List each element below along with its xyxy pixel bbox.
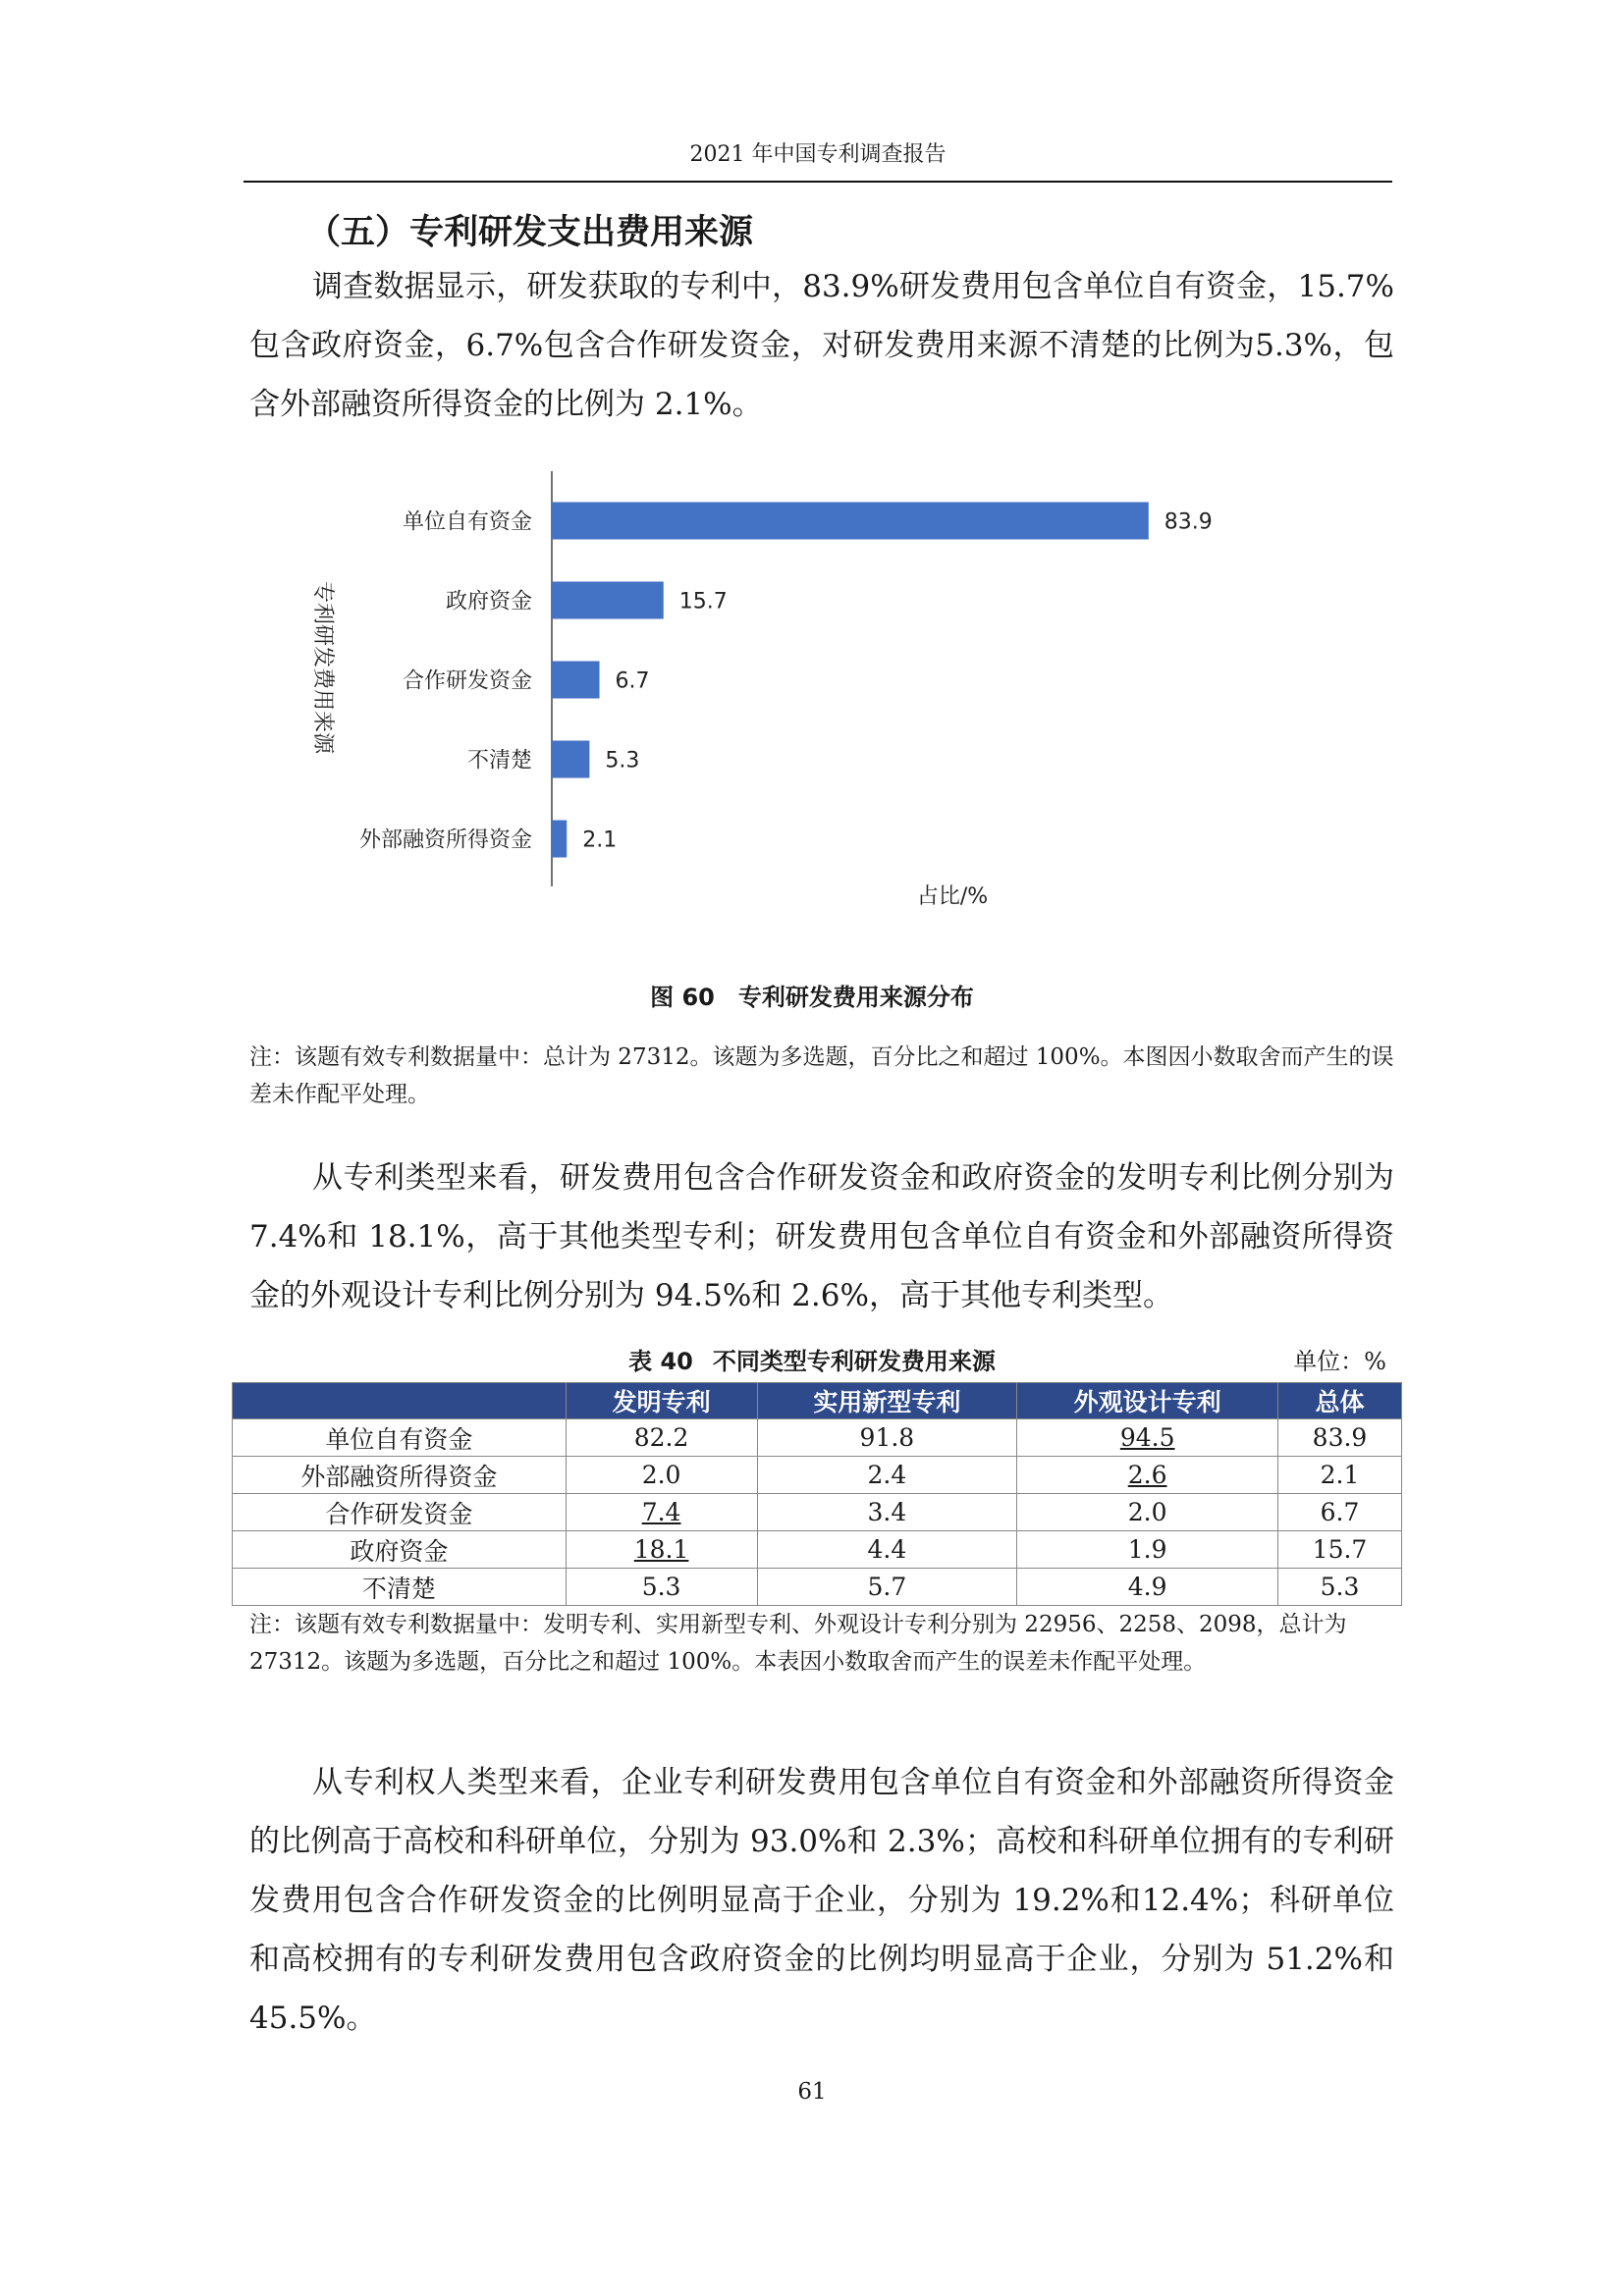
paragraph-intro: 调查数据显示，研发获取的专利中，83.9%研发费用包含单位自有资金，15.7%包含政府资金，6.7%包含合作研发资金，对研发费用来源不清楚的比例为5.3%，包含外部融资所得资金的比例为 2.1%。 — [249, 269, 1394, 422]
bar-chart-funding-sources — [275, 461, 1375, 933]
category-label: 单位自有资金 — [402, 509, 532, 535]
table-header-cell: 外观设计专利 — [1017, 1383, 1278, 1419]
data-label: 6.7 — [615, 668, 650, 694]
table-cell-value: 4.9 — [1127, 1573, 1167, 1601]
table-cell-value: 1.9 — [1127, 1535, 1167, 1564]
table-cell — [1278, 1457, 1402, 1494]
table-header-cell: 总体 — [1278, 1383, 1402, 1419]
running-header: 2021 年中国专利调查报告 — [244, 137, 1392, 183]
table-row — [233, 1419, 1402, 1457]
table-row-label: 政府资金 — [233, 1531, 567, 1569]
table-row-label: 不清楚 — [233, 1569, 567, 1606]
table-cell-value: 4.4 — [867, 1535, 907, 1564]
table-cell — [1017, 1457, 1278, 1494]
y-axis-title: 专利研发费用来源 — [310, 580, 335, 755]
table-cell — [1278, 1494, 1402, 1531]
table-cell-value: 94.5 — [1119, 1423, 1175, 1452]
figure-note: 注：该题有效专利数据量中：总计为 27312。该题为多选题，百分比之和超过 100%。本图因小数取舍而产生的误差未作配平处理。 — [249, 1044, 1394, 1107]
table-title: 不同类型专利研发费用来源 — [712, 1348, 996, 1375]
section-title: （五）专利研发支出费用来源 — [306, 213, 754, 252]
table-cell — [566, 1419, 757, 1457]
table-row-label: 外部融资所得资金 — [233, 1457, 567, 1494]
page-number: 61 — [797, 2079, 827, 2105]
category-label: 外部融资所得资金 — [358, 828, 532, 853]
table-cell-value: 82.2 — [633, 1423, 689, 1452]
table-note: 注：该题有效专利数据量中：发明专利、实用新型专利、外观设计专利分别为 22956、2258、2098，总计为 27312。该题为多选题，百分比之和超过 100%。本表因小数取舍而产生的误差未作配平处理。 — [249, 1612, 1347, 1675]
figure-caption — [0, 978, 1624, 1012]
table-cell-value: 2.6 — [1127, 1461, 1167, 1489]
table-cell-value: 7.4 — [641, 1498, 681, 1526]
bar — [552, 821, 567, 858]
table-cell-value: 2.0 — [1127, 1498, 1167, 1526]
table-cell-value: 91.8 — [859, 1423, 915, 1452]
table-cell-value: 5.7 — [867, 1573, 907, 1601]
figure-number: 图 60 — [650, 984, 715, 1011]
table-cell — [566, 1531, 757, 1569]
category-label: 政府资金 — [445, 589, 532, 614]
bar — [552, 662, 600, 699]
table-cell-value: 18.1 — [633, 1535, 689, 1564]
table-cell — [1017, 1494, 1278, 1531]
figure-title: 专利研发费用来源分布 — [737, 984, 974, 1011]
table-cell-value: 83.9 — [1312, 1423, 1368, 1452]
table-cell — [757, 1569, 1017, 1606]
table-header-cell: 发明专利 — [566, 1383, 757, 1419]
paragraph-patentee-type: 从专利权人类型来看，企业专利研发费用包含单位自有资金和外部融资所得资金的比例高于高校和科研单位，分别为 93.0%和 2.3%；高校和科研单位拥有的专利研发费用包含合作研发资金的比例明显高于企业，分别为 19.2%和12.4%；科研单位和高校拥有的专利研发费用包含政府资金的比例均明显高于企业，分别为 51.2%和 45.5%。 — [249, 1765, 1394, 2036]
table-cell-value: 6.7 — [1320, 1498, 1360, 1526]
table-cell — [1278, 1419, 1402, 1457]
data-label: 15.7 — [678, 589, 728, 614]
table-cell — [1278, 1531, 1402, 1569]
table-header-row — [233, 1383, 1402, 1419]
table-row — [233, 1569, 1402, 1606]
table-unit: 单位：% — [1293, 1348, 1386, 1375]
table-cell — [757, 1419, 1017, 1457]
table-row — [233, 1531, 1402, 1569]
table-cell — [1278, 1569, 1402, 1606]
data-label: 5.3 — [605, 748, 640, 774]
category-label: 不清楚 — [466, 748, 532, 774]
data-label: 2.1 — [582, 828, 618, 853]
table-cell-value: 15.7 — [1312, 1535, 1368, 1564]
table-number: 表 40 — [628, 1348, 693, 1375]
table-row-label: 单位自有资金 — [233, 1419, 567, 1457]
bar — [552, 582, 664, 619]
table-cell — [566, 1494, 757, 1531]
table-header-cell: 实用新型专利 — [757, 1383, 1017, 1419]
table-cell — [566, 1569, 757, 1606]
table-cell — [1017, 1531, 1278, 1569]
table-header-cell — [233, 1383, 567, 1419]
table-cell-value: 2.1 — [1320, 1461, 1360, 1489]
table-cell — [1017, 1419, 1278, 1457]
paragraph-patent-type: 从专利类型来看，研发费用包含合作研发资金和政府资金的发明专利比例分别为 7.4%和 18.1%，高于其他类型专利；研发费用包含单位自有资金和外部融资所得资金的外观设计专利比例分别为 94.5%和 2.6%，高于其他专利类型。 — [249, 1160, 1394, 1313]
table-cell — [757, 1457, 1017, 1494]
table-cell-value: 2.0 — [641, 1461, 681, 1489]
data-label: 83.9 — [1164, 509, 1213, 535]
table-cell-value: 2.4 — [867, 1461, 907, 1489]
table-cell — [757, 1531, 1017, 1569]
funding-source-table — [232, 1382, 1402, 1606]
bar — [552, 503, 1149, 540]
table-row-label: 合作研发资金 — [233, 1494, 567, 1531]
category-label: 合作研发资金 — [402, 668, 532, 694]
table-cell — [566, 1457, 757, 1494]
table-cell-value: 5.3 — [1320, 1573, 1360, 1601]
table-cell — [1017, 1569, 1278, 1606]
x-axis-title: 占比/% — [916, 884, 989, 909]
table-row — [233, 1457, 1402, 1494]
table-cell — [757, 1494, 1017, 1531]
bar — [552, 741, 589, 778]
table-cell-value: 5.3 — [641, 1573, 681, 1601]
table-cell-value: 3.4 — [867, 1498, 907, 1526]
table-row — [233, 1494, 1402, 1531]
